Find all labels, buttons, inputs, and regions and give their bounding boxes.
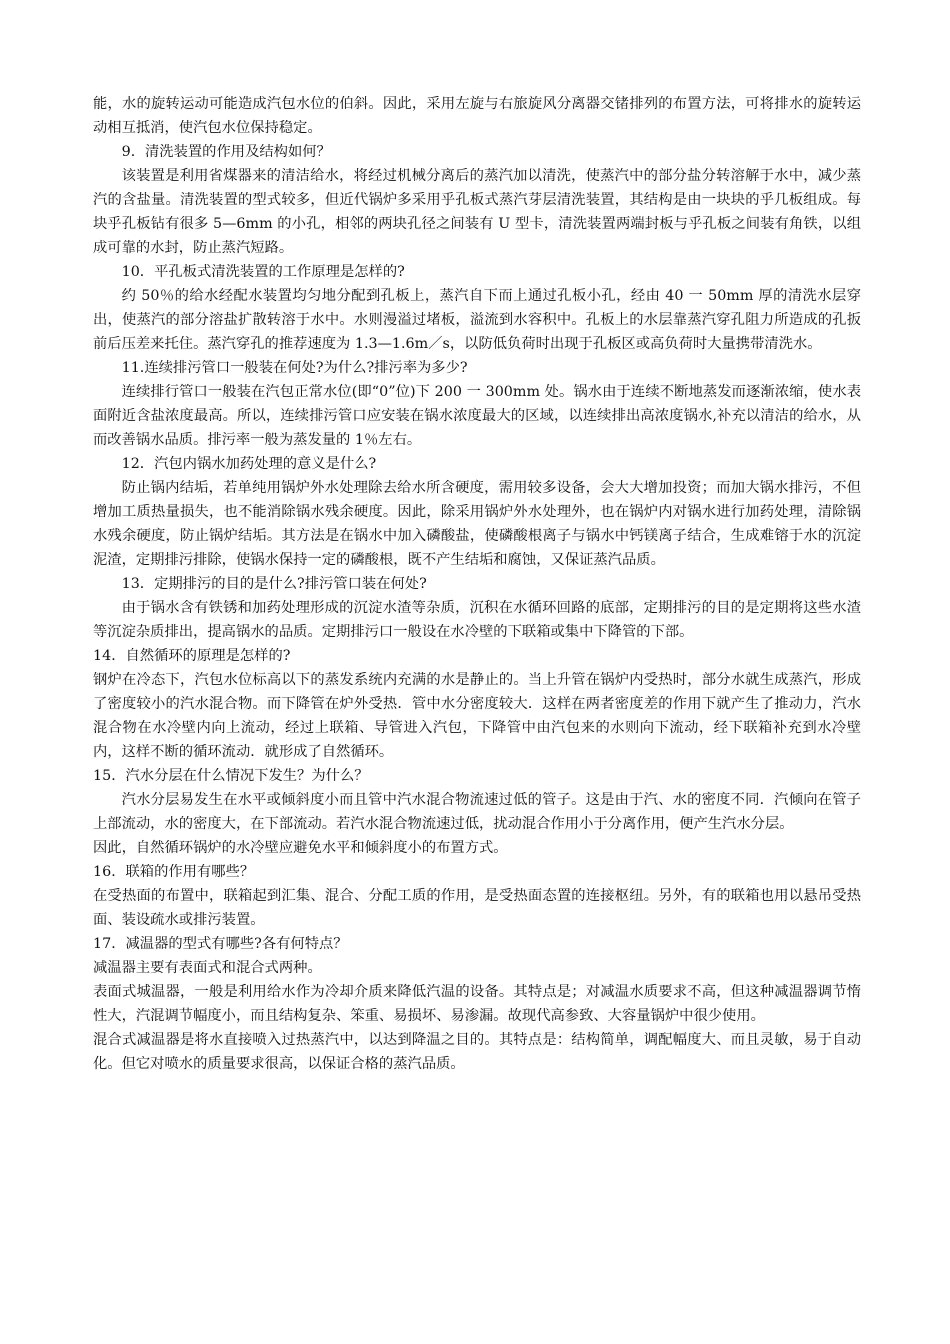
- answer-paragraph: 减温器主要有表面式和混合式两种。: [93, 960, 322, 976]
- question-heading: 12．汽包内锅水加药处理的意义是什么?: [121, 456, 377, 472]
- question-heading: 13．定期排污的目的是什么?排污管口装在何处?: [121, 576, 427, 592]
- question-heading: 10．平孔板式清洗装置的工作原理是怎样的?: [121, 264, 405, 280]
- answer-paragraph: 约 50％的给水经配水装置均匀地分配到孔板上，蒸汽自下而上通过孔板小孔，经由 40 一 50mm 厚的清洗水层穿出，使蒸汽的部分溶盐扩散转溶于水中。水则漫溢过堵板，溢流到水容积中。孔板上的水层靠蒸汽穿孔阻力所造成的孔扳前后压差来托住。蒸汽穿孔的推荐速度为 1.3—1.6m／s，以防低负荷时出现于孔板区或高负荷时大量携带清洗水。: [93, 288, 861, 352]
- question-heading: 9．清洗装置的作用及结构如何？: [121, 144, 331, 160]
- question-heading: 17．减温器的型式有哪些?各有何特点？: [93, 936, 348, 952]
- answer-paragraph: 在受热面的布置中，联箱起到汇集、混合、分配工质的作用，是受热面态置的连接枢纽。另外，有的联箱也用以悬吊受热面、装设疏水或排污装置。: [93, 888, 861, 928]
- answer-paragraph: 连续排行管口一般装在汽包正常水位(即“0”位)下 200 一 300mm 处。锅水由于连续不断地蒸发而逐渐浓缩，使水表面附近含盐浓度最高。所以，连续排污管口应安装在锅水浓度最大的区域，以连续排出高浓度锅水,补充以清洁的给水，从而改善锅水品质。排污率一般为蒸发量的 1％左右。: [93, 384, 861, 448]
- answer-paragraph: 防止锅内结垢，若单纯用锅炉外水处理除去给水所含硬度，需用较多设备，会大大增加投资；而加大锅水排污，不但增加工质热量损失，也不能消除锅水残余硬度。因此，除采用锅炉外水处理外，也在锅炉内对锅水进行加药处理，清除锅水残余硬度，防止锅炉结垢。其方法是在锅水中加入磷酸盐，使磷酸根离子与锅水中钙镁离子结合，生成难镕于水的沉淀泥渣，定期排污排除，使锅水保持一定的磷酸根，既不产生结垢和腐蚀，又保证蒸汽品质。: [93, 480, 861, 568]
- question-heading: 15．汽水分层在什么情况下发生？为什么？: [93, 768, 369, 784]
- question-heading: 16．联箱的作用有哪些？: [93, 864, 255, 880]
- answer-paragraph: 钢炉在冷态下，汽包水位标高以下的蒸发系统内充满的水是静止的。当上升管在锅炉内受热时，部分水就生成蒸汽，形成了密度较小的汽水混合物。而下降管在炉外受热．管中水分密度较大．这样在两者密度差的作用下就产生了推动力，汽水混合物在水冷壁内向上流动，经过上联箱、导管进入汽包，下降管中由汽包来的水则向下流动，经下联箱补充到水冷壁内，这样不断的循环流动．就形成了自然循环。: [93, 672, 861, 760]
- answer-paragraph: 该装置是利用省煤器来的清洁给水，将经过机械分离后的蒸汽加以清洗，使蒸汽中的部分盐分转溶解于水中，减少蒸汽的含盐量。清洗装置的型式较多，但近代锅炉多采用乎孔板式蒸汽芽层清洗装置，其结构是由一块块的乎几板组成。每块乎孔板钻有很多 5—6mm 的小孔，相邻的两块孔径之间装有 U 型卡，清洗装置两端封板与乎孔板之间装有角铁，以组成可靠的水封，防止蒸汽短路。: [93, 168, 861, 256]
- answer-paragraph: 汽水分层易发生在水平或倾斜度小而且管中汽水混合物流速过低的管子。这是由于汽、水的密度不同．汽倾向在管子上部流动，水的密度大，在下部流动。若汽水混合物流速过低，扰动混合作用小于分离作用，便产生汽水分层。: [93, 792, 861, 832]
- answer-paragraph: 表面式城温器，一般是利用给水作为冷却介质来降低汽温的设备。其特点是；对减温水质要求不高，但这种减温器调节惰性大，汽混调节幅度小，而且结构复杂、笨重、易损坏、易渗漏。故现代高参致、大容量锅炉中很少使用。: [93, 984, 861, 1024]
- answer-paragraph: 由于锅水含有铁锈和加药处理形成的沉淀水渣等杂质，沉积在水循环回路的底部，定期排污的目的是定期将这些水渣等沉淀杂质排出，提高锅水的品质。定期排污口一般设在水冷壁的下联箱或集中下降管的下部。: [93, 600, 861, 640]
- paragraph: 能，水的旋转运动可能造成汽包水位的伯斜。因此，采用左旋与右旅旋风分离器交锗排列的布置方法，可将排水的旋转运动相互抵消，使汽包水位保持稳定。: [93, 96, 861, 136]
- answer-paragraph: 混合式减温器是将水直接喷入过热蒸汽中，以达到降温之目的。其特点是：结构简单，调配幅度大、而且灵敏，易于自动化。但它对喷水的质量要求很高，以保证合格的蒸汽品质。: [93, 1032, 861, 1072]
- question-heading: 14．自然循环的原理是怎样的?: [93, 648, 291, 664]
- answer-paragraph: 因此，自然循环锅炉的水冷壁应避免水平和倾斜度小的布置方式。: [93, 840, 508, 856]
- document-page: [93, 92, 861, 1076]
- question-heading: 11.连续排污管口一般装在何处?为什么?排污率为多少?: [121, 360, 468, 376]
